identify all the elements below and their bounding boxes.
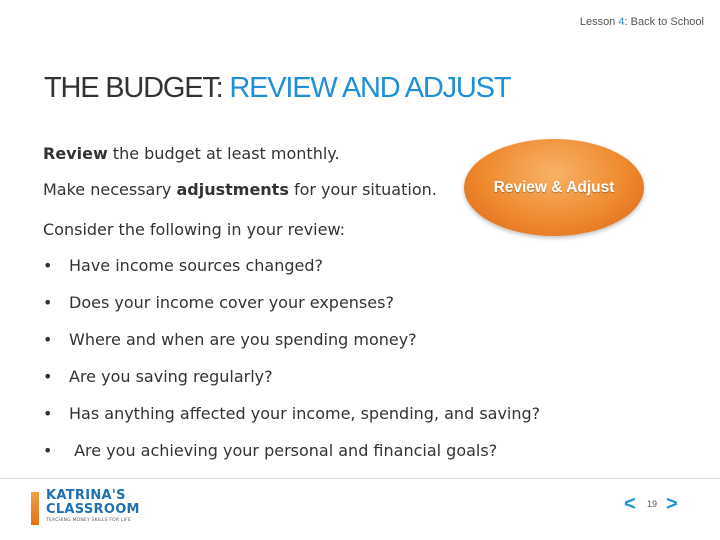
slide-title-part2: REVIEW AND ADJUST	[229, 72, 511, 104]
lesson-number: 4	[618, 16, 625, 28]
lesson-title: : Back to School	[624, 16, 704, 28]
bullet-icon: •	[43, 441, 53, 460]
logo-line1: KATRINA'S	[46, 488, 126, 503]
bullet-icon: •	[43, 404, 53, 423]
list-item	[43, 367, 540, 404]
slide-title	[44, 70, 510, 106]
list-item	[43, 256, 540, 293]
page-number: 19	[646, 499, 657, 509]
body-line-review	[43, 144, 340, 163]
adjust-start: Make necessary	[43, 180, 177, 199]
previous-slide-button[interactable]: <	[624, 493, 636, 515]
oval-label: Review & Adjust	[493, 179, 615, 196]
list-item-text: Have income sources changed?	[69, 256, 324, 275]
logo-line2: CLASSROOM	[46, 502, 140, 517]
list-item-text: Are you saving regularly?	[69, 367, 273, 386]
next-slide-button[interactable]: >	[666, 493, 678, 515]
review-rest: the budget at least monthly.	[107, 144, 340, 163]
review-questions-list	[43, 256, 540, 478]
list-item	[43, 293, 540, 330]
list-item-text: Has anything affected your income, spending, and saving?	[69, 404, 541, 423]
footer-divider	[0, 478, 720, 479]
body-line-consider: Consider the following in your review:	[43, 220, 346, 239]
bullet-icon: •	[43, 256, 53, 275]
logo-tagline: TEACHING MONEY SKILLS FOR LIFE	[46, 518, 131, 523]
bullet-icon: •	[43, 330, 53, 349]
list-item	[43, 404, 540, 441]
list-item-text: Does your income cover your expenses?	[69, 293, 394, 312]
katrinas-classroom-logo	[46, 489, 140, 524]
list-item	[43, 441, 540, 478]
bullet-icon: •	[43, 293, 53, 312]
list-item	[43, 330, 540, 367]
lesson-prefix: Lesson	[579, 16, 616, 28]
adjust-rest: for your situation.	[288, 180, 437, 199]
lesson-header	[580, 16, 704, 28]
logo-accent-bar	[31, 492, 39, 525]
bullet-icon: •	[43, 367, 53, 386]
body-line-adjust	[43, 180, 437, 199]
review-bold: Review	[43, 144, 108, 163]
list-item-text: Are you achieving your personal and financial goals?	[69, 441, 498, 460]
slide-title-part1: THE BUDGET:	[44, 72, 230, 104]
adjust-bold: adjustments	[176, 180, 289, 199]
list-item-text: Where and when are you spending money?	[69, 330, 417, 349]
review-adjust-oval	[464, 139, 644, 236]
